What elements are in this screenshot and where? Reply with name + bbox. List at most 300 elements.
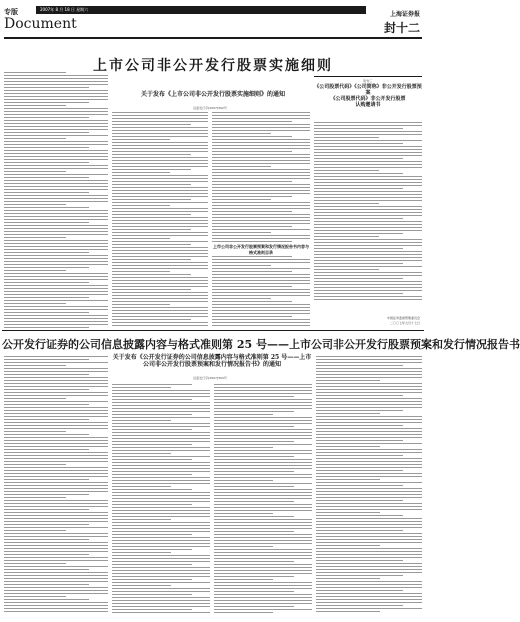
body-text-line bbox=[112, 280, 208, 281]
body-text-line bbox=[316, 566, 422, 567]
body-text-line bbox=[316, 479, 380, 480]
body-text-line bbox=[112, 546, 210, 547]
body-text-line bbox=[112, 118, 208, 119]
body-text-line bbox=[316, 584, 422, 585]
body-text-line bbox=[4, 129, 108, 130]
body-text-line bbox=[112, 181, 208, 182]
body-text-line bbox=[214, 573, 312, 574]
body-text-line bbox=[314, 299, 422, 300]
body-text-line bbox=[212, 178, 310, 179]
body-text-line bbox=[212, 292, 310, 293]
body-text-line bbox=[214, 423, 312, 424]
body-text-line bbox=[314, 233, 403, 234]
body-text-line bbox=[212, 193, 310, 194]
paper-name: 上海证券报 bbox=[389, 11, 420, 18]
body-text-line bbox=[214, 447, 273, 448]
body-text-line bbox=[4, 392, 108, 393]
masthead bbox=[0, 0, 426, 42]
body-text-line bbox=[4, 428, 108, 429]
body-text-line bbox=[214, 432, 312, 433]
body-text-line bbox=[214, 462, 312, 463]
body-text-line bbox=[4, 554, 89, 555]
body-text-line bbox=[4, 72, 66, 73]
body-text-line bbox=[214, 525, 312, 526]
body-text-line bbox=[112, 480, 210, 481]
body-text-line bbox=[112, 402, 210, 403]
body-text-line bbox=[112, 591, 210, 592]
body-text-line bbox=[4, 108, 108, 109]
body-text-line bbox=[316, 449, 422, 450]
body-text-line bbox=[4, 443, 108, 444]
body-text-line bbox=[4, 201, 108, 202]
body-text-line bbox=[112, 438, 210, 439]
body-text-line bbox=[112, 414, 192, 415]
body-text-line bbox=[112, 223, 208, 224]
body-text-line bbox=[316, 542, 422, 543]
body-text-line bbox=[112, 393, 210, 394]
body-text-line bbox=[112, 262, 208, 263]
body-text-line bbox=[4, 270, 66, 271]
body-text-line bbox=[316, 431, 422, 432]
body-text-line bbox=[112, 585, 171, 586]
body-text-line bbox=[212, 151, 292, 152]
body-text-line bbox=[112, 163, 208, 164]
body-text-line bbox=[112, 247, 208, 248]
body-text-line bbox=[112, 564, 192, 565]
body-text-line bbox=[214, 516, 294, 517]
body-text-line bbox=[4, 99, 108, 100]
body-text-line bbox=[314, 206, 422, 207]
body-text-line bbox=[212, 190, 310, 191]
body-text-line bbox=[4, 569, 89, 570]
body-text-line bbox=[112, 573, 210, 574]
body-text-line bbox=[214, 399, 312, 400]
body-text-line bbox=[212, 301, 292, 302]
text-column-8 bbox=[316, 356, 422, 616]
body-text-line bbox=[316, 377, 422, 378]
body-text-line bbox=[316, 365, 403, 366]
body-text-line bbox=[4, 123, 108, 124]
body-text-line bbox=[214, 585, 312, 586]
body-text-line bbox=[112, 579, 192, 580]
body-text-line bbox=[214, 567, 312, 568]
body-text-line bbox=[112, 274, 191, 275]
body-text-line bbox=[4, 440, 108, 441]
body-text-line bbox=[112, 474, 192, 475]
body-text-line bbox=[212, 274, 310, 275]
body-text-line bbox=[112, 112, 208, 113]
body-text-line bbox=[212, 229, 310, 230]
body-text-line bbox=[316, 593, 422, 594]
body-text-line bbox=[112, 537, 210, 538]
body-text-line bbox=[212, 220, 310, 221]
body-text-line bbox=[112, 426, 210, 427]
body-text-line bbox=[314, 176, 422, 177]
body-text-line bbox=[112, 214, 191, 215]
body-text-line bbox=[214, 588, 312, 589]
body-text-line bbox=[112, 265, 208, 266]
body-text-line bbox=[112, 507, 210, 508]
attachment-box bbox=[314, 76, 422, 116]
body-text-line bbox=[4, 602, 108, 603]
body-text-line bbox=[316, 359, 422, 360]
body-text-line bbox=[214, 387, 312, 388]
body-text-line bbox=[316, 428, 422, 429]
body-text-line bbox=[4, 533, 108, 534]
body-text-line bbox=[4, 312, 89, 313]
body-text-line bbox=[4, 84, 108, 85]
body-text-line bbox=[112, 396, 210, 397]
body-text-line bbox=[4, 324, 108, 325]
body-text-line bbox=[214, 507, 312, 508]
body-text-line bbox=[112, 420, 171, 421]
body-text-line bbox=[112, 552, 171, 553]
body-text-line bbox=[316, 488, 422, 489]
body-text-line bbox=[212, 166, 271, 167]
body-text-line bbox=[316, 557, 422, 558]
top-notice-number: 证监发行字[2007]302号 bbox=[193, 106, 227, 110]
body-text-line bbox=[314, 197, 422, 198]
body-text-line bbox=[214, 456, 294, 457]
body-text-line bbox=[112, 220, 208, 221]
body-text-line bbox=[112, 408, 210, 409]
body-text-line bbox=[112, 277, 208, 278]
body-text-line bbox=[316, 425, 403, 426]
body-text-line bbox=[4, 425, 108, 426]
body-text-line bbox=[4, 315, 108, 316]
body-text-line bbox=[212, 136, 292, 137]
body-text-line bbox=[4, 150, 108, 151]
body-text-line bbox=[4, 171, 66, 172]
text-column-7 bbox=[214, 384, 312, 616]
body-text-line bbox=[4, 219, 108, 220]
body-text-line bbox=[112, 166, 208, 167]
body-text-line bbox=[316, 467, 422, 468]
body-text-line bbox=[112, 253, 208, 254]
body-text-line bbox=[316, 446, 380, 447]
body-text-line bbox=[4, 476, 108, 477]
body-text-line bbox=[4, 246, 108, 247]
body-text-line bbox=[212, 325, 310, 326]
body-text-line bbox=[112, 172, 170, 173]
section-label: 专版 bbox=[4, 7, 18, 16]
body-text-line bbox=[316, 392, 422, 393]
body-text-line bbox=[4, 434, 89, 435]
body-text-line bbox=[214, 426, 294, 427]
body-text-line bbox=[212, 124, 310, 125]
body-text-line bbox=[112, 561, 210, 562]
body-text-line bbox=[4, 231, 108, 232]
body-text-line bbox=[4, 309, 108, 310]
body-text-line bbox=[4, 264, 108, 265]
body-text-line bbox=[214, 534, 312, 535]
body-text-line bbox=[112, 543, 210, 544]
body-text-line bbox=[212, 316, 292, 317]
body-text-line bbox=[316, 590, 403, 591]
body-text-line bbox=[314, 164, 422, 165]
body-text-line bbox=[112, 609, 192, 610]
text-column-2 bbox=[112, 112, 208, 330]
body-text-line bbox=[112, 612, 210, 613]
body-text-line bbox=[316, 395, 403, 396]
body-text-line bbox=[316, 563, 422, 564]
body-text-line bbox=[314, 182, 422, 183]
body-text-line bbox=[112, 558, 210, 559]
body-text-line bbox=[4, 560, 108, 561]
body-text-line bbox=[314, 290, 422, 291]
body-text-line bbox=[314, 251, 422, 252]
body-text-line bbox=[4, 90, 108, 91]
body-text-line bbox=[4, 153, 108, 154]
body-text-line bbox=[4, 377, 108, 378]
body-text-line bbox=[4, 75, 108, 76]
body-text-line bbox=[214, 513, 273, 514]
body-text-line bbox=[4, 380, 108, 381]
body-text-line bbox=[212, 265, 271, 266]
body-text-line bbox=[112, 390, 210, 391]
body-text-line bbox=[214, 504, 312, 505]
body-text-line bbox=[112, 283, 208, 284]
body-text-line bbox=[212, 169, 310, 170]
body-text-line bbox=[314, 293, 403, 294]
body-text-line bbox=[112, 199, 191, 200]
body-text-line bbox=[316, 572, 422, 573]
bottom-notice-number: 证监发行字[2007]303号 bbox=[193, 376, 227, 380]
body-text-line bbox=[214, 510, 312, 511]
body-text-line bbox=[4, 461, 108, 462]
body-text-line bbox=[4, 464, 66, 465]
body-text-line bbox=[214, 489, 312, 490]
body-text-line bbox=[314, 188, 403, 189]
body-text-line bbox=[112, 459, 192, 460]
body-text-line bbox=[212, 268, 310, 269]
body-text-line bbox=[112, 241, 208, 242]
body-text-line bbox=[316, 596, 422, 597]
body-text-line bbox=[4, 255, 108, 256]
body-text-line bbox=[4, 234, 108, 235]
body-text-line bbox=[4, 237, 66, 238]
body-text-line bbox=[212, 142, 310, 143]
body-text-line bbox=[4, 551, 108, 552]
body-text-line bbox=[112, 597, 210, 598]
body-text-line bbox=[314, 161, 422, 162]
body-text-line bbox=[314, 287, 422, 288]
body-text-line bbox=[4, 527, 108, 528]
body-text-line bbox=[314, 152, 422, 153]
body-text-line bbox=[4, 162, 89, 163]
body-text-line bbox=[112, 148, 208, 149]
body-text-line bbox=[214, 612, 273, 613]
body-text-line bbox=[316, 491, 422, 492]
body-text-line bbox=[4, 611, 108, 612]
body-text-line bbox=[212, 115, 310, 116]
body-text-line bbox=[316, 554, 422, 555]
body-text-line bbox=[316, 524, 422, 525]
body-text-line bbox=[112, 307, 208, 308]
body-text-line bbox=[112, 471, 210, 472]
body-text-line bbox=[112, 232, 208, 233]
body-text-line bbox=[316, 578, 380, 579]
body-text-line bbox=[112, 531, 210, 532]
body-text-line bbox=[314, 158, 403, 159]
body-text-line bbox=[316, 434, 422, 435]
body-text-line bbox=[112, 477, 210, 478]
body-text-line bbox=[4, 258, 108, 259]
body-text-line bbox=[4, 356, 108, 357]
body-text-line bbox=[214, 576, 294, 577]
body-text-line bbox=[4, 240, 108, 241]
body-text-line bbox=[214, 501, 294, 502]
text-column-6 bbox=[112, 384, 210, 616]
body-text-line bbox=[316, 368, 422, 369]
body-text-line bbox=[316, 608, 422, 609]
body-text-line bbox=[4, 174, 108, 175]
page-number: 封十二 bbox=[383, 21, 420, 35]
body-text-line bbox=[314, 275, 422, 276]
body-text-line bbox=[112, 555, 210, 556]
body-text-line bbox=[4, 509, 89, 510]
body-text-line bbox=[214, 519, 312, 520]
body-text-line bbox=[4, 294, 108, 295]
body-text-line bbox=[214, 417, 312, 418]
body-text-line bbox=[4, 410, 108, 411]
body-text-line bbox=[112, 528, 210, 529]
body-text-line bbox=[214, 540, 312, 541]
body-text-line bbox=[4, 593, 108, 594]
body-text-line bbox=[212, 130, 310, 131]
body-text-line bbox=[4, 186, 108, 187]
body-text-line bbox=[4, 96, 108, 97]
body-text-line bbox=[314, 212, 422, 213]
body-text-line bbox=[4, 524, 89, 525]
body-text-line bbox=[214, 579, 273, 580]
body-text-line bbox=[314, 155, 422, 156]
body-text-line bbox=[112, 516, 210, 517]
body-text-line bbox=[314, 131, 422, 132]
body-text-line bbox=[112, 399, 192, 400]
body-text-line bbox=[4, 288, 108, 289]
body-text-line bbox=[314, 215, 422, 216]
body-text-line bbox=[214, 396, 294, 397]
body-text-line bbox=[4, 386, 108, 387]
body-text-line bbox=[316, 518, 422, 519]
body-text-line bbox=[4, 78, 108, 79]
body-text-line bbox=[4, 216, 108, 217]
body-text-line bbox=[112, 133, 208, 134]
body-text-line bbox=[112, 325, 208, 326]
body-text-line bbox=[214, 522, 312, 523]
body-text-line bbox=[4, 111, 108, 112]
body-text-line bbox=[4, 243, 108, 244]
body-text-line bbox=[4, 512, 108, 513]
body-text-line bbox=[314, 179, 422, 180]
bottom-headline: 公开发行证券的公司信息披露内容与格式准则第 25 号——上市公司非公开发行股票预案和发行情况报告书 bbox=[2, 338, 520, 351]
body-text-line bbox=[4, 365, 66, 366]
body-text-line bbox=[212, 199, 271, 200]
body-text-line bbox=[4, 587, 108, 588]
body-text-line bbox=[212, 160, 310, 161]
body-text-line bbox=[214, 549, 312, 550]
signoff: 中国证券监督管理委员会 二〇〇七年九月十七日 bbox=[386, 316, 420, 325]
body-text-line bbox=[314, 245, 422, 246]
body-text-line bbox=[112, 468, 210, 469]
body-text-line bbox=[4, 398, 66, 399]
body-text-line bbox=[4, 419, 89, 420]
body-text-line bbox=[212, 313, 310, 314]
body-text-line bbox=[112, 411, 210, 412]
body-text-line bbox=[112, 154, 191, 155]
body-text-line bbox=[4, 575, 108, 576]
body-text-line bbox=[4, 126, 108, 127]
body-text-line bbox=[112, 462, 210, 463]
body-text-line bbox=[314, 242, 422, 243]
body-text-line bbox=[4, 584, 89, 585]
body-text-line bbox=[212, 139, 310, 140]
body-text-line bbox=[4, 500, 108, 501]
body-text-line bbox=[314, 146, 422, 147]
body-text-line bbox=[314, 272, 422, 273]
body-text-line bbox=[316, 494, 422, 495]
body-text-line bbox=[316, 455, 403, 456]
body-text-line bbox=[314, 296, 422, 297]
body-text-line bbox=[4, 228, 108, 229]
body-text-line bbox=[112, 124, 191, 125]
body-text-line bbox=[212, 226, 292, 227]
body-text-line bbox=[112, 205, 170, 206]
body-text-line bbox=[4, 599, 89, 600]
body-text-line bbox=[316, 422, 422, 423]
body-text-line bbox=[112, 319, 191, 320]
body-text-line bbox=[212, 208, 310, 209]
body-text-line bbox=[212, 295, 310, 296]
body-text-line bbox=[112, 465, 210, 466]
body-text-line bbox=[314, 200, 422, 201]
body-text-line bbox=[314, 203, 379, 204]
body-text-line bbox=[112, 256, 208, 257]
body-text-line bbox=[112, 417, 210, 418]
body-text-line bbox=[214, 435, 312, 436]
body-text-line bbox=[314, 278, 403, 279]
text-column-4 bbox=[314, 122, 422, 302]
body-text-line bbox=[214, 444, 312, 445]
body-text-line bbox=[212, 310, 310, 311]
body-text-line bbox=[316, 611, 380, 612]
body-text-line bbox=[214, 468, 312, 469]
body-text-line bbox=[112, 127, 208, 128]
body-text-line bbox=[314, 209, 422, 210]
body-text-line bbox=[316, 389, 422, 390]
body-text-line bbox=[214, 561, 294, 562]
document-wordmark: Document bbox=[4, 16, 77, 32]
body-text-line bbox=[316, 509, 422, 510]
body-text-line bbox=[4, 132, 89, 133]
body-text-line bbox=[4, 404, 89, 405]
text-column-1 bbox=[4, 72, 108, 330]
body-text-line bbox=[4, 300, 108, 301]
body-text-line bbox=[314, 143, 403, 144]
body-text-line bbox=[316, 512, 380, 513]
body-text-line bbox=[214, 474, 312, 475]
body-text-line bbox=[212, 304, 310, 305]
body-text-line bbox=[112, 130, 208, 131]
body-text-line bbox=[112, 405, 210, 406]
body-text-line bbox=[112, 235, 208, 236]
body-text-line bbox=[214, 570, 312, 571]
body-text-line bbox=[4, 452, 108, 453]
body-text-line bbox=[316, 575, 403, 576]
body-text-line bbox=[4, 506, 108, 507]
body-text-line bbox=[4, 159, 108, 160]
